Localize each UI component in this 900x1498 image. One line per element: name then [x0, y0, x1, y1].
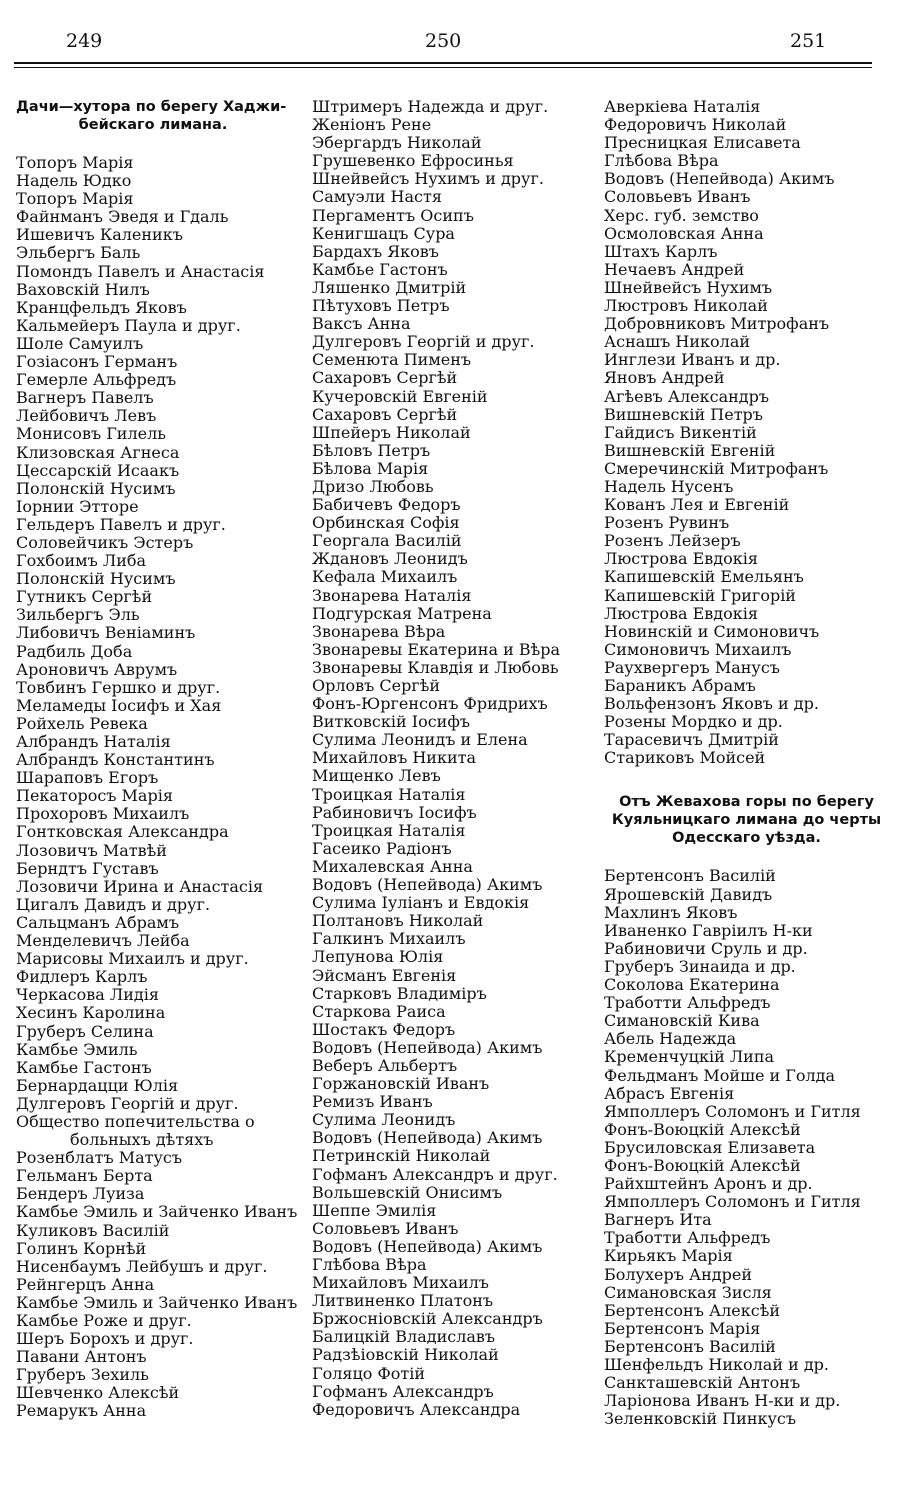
list-item: Іорнии Этторе	[16, 496, 139, 516]
list-item: Нисенбаумъ Лейбушъ и друг.	[16, 1256, 268, 1276]
list-item: Соколова Екатерина	[604, 975, 780, 995]
list-item: Люстровъ Николай	[604, 296, 768, 316]
list-item: Звонаревы Клавдія и Любовь	[312, 657, 559, 677]
list-item: Товбинъ Гершко и друг.	[16, 677, 221, 697]
list-item: Камбье Эмиль и Зайченко Иванъ	[16, 1202, 298, 1222]
list-item: Камбье Роже и друг.	[16, 1311, 192, 1330]
list-item: Рейнгерцъ Анна	[16, 1274, 155, 1294]
list-item: Ароновичъ Аврумъ	[16, 659, 178, 679]
list-item: Водовъ (Непейвода) Акимъ	[604, 169, 835, 189]
list-item: Симановскій Кива	[604, 1011, 760, 1031]
list-item: Полтановъ Николай	[312, 911, 484, 931]
list-item: Бертенсонъ Василій	[604, 1336, 776, 1356]
list-item: Семенюта Пименъ	[312, 350, 472, 370]
list-item: Ямполлеръ Соломонъ и Гитля	[604, 1101, 861, 1121]
list-item: Бертенсонъ Алексѣй	[604, 1300, 780, 1320]
list-item: Водовъ (Непейвода) Акимъ	[312, 1037, 543, 1057]
list-item: Самуэли Настя	[312, 187, 442, 207]
list-item: Ларіонова Иванъ Н-ки и др.	[604, 1391, 841, 1411]
list-item: Хесинъ Каролина	[16, 1003, 166, 1023]
list-item: Абель Надежда	[604, 1029, 737, 1049]
list-item: Глѣбова Вѣра	[312, 1255, 427, 1274]
list-item: Грушевенко Ефросинья	[312, 151, 514, 171]
list-item: Помондъ Павелъ и Анастасія	[16, 261, 265, 281]
list-item: Михалевская Анна	[312, 856, 473, 876]
heading-line: Отъ Жевахова горы по берегу	[619, 794, 874, 811]
list-item: Звонарева Вѣра	[312, 621, 446, 641]
list-item: Шеръ Борохъ и друг.	[16, 1329, 194, 1349]
list-item: Голяцо Фотій	[312, 1363, 426, 1383]
list-item: Гофманъ Александръ	[312, 1381, 494, 1401]
list-item: Пергаментъ Осипъ	[312, 205, 474, 225]
list-item: Бендеръ Луиза	[16, 1184, 145, 1204]
list-item: Павани Антонъ	[16, 1347, 147, 1367]
list-item: Соловьевъ Иванъ	[604, 187, 751, 207]
list-item: Водовъ (Непейвода) Акимъ	[312, 875, 543, 895]
header-rule-thin	[14, 67, 872, 68]
list-item: Смеречинскій Митрофанъ	[604, 458, 829, 478]
list-item: Камбье Гастонъ	[312, 259, 448, 279]
list-item: Вольшевскій Онисимъ	[312, 1182, 503, 1202]
list-item: Аверкіева Наталія	[604, 97, 761, 116]
list-item: Михайловъ Никита	[312, 748, 477, 768]
list-item: Груберъ Селина	[16, 1021, 154, 1041]
list-item: Цессарскій Исаакъ	[16, 460, 180, 480]
list-item: Полонскій Нусимъ	[16, 569, 176, 589]
list-item: Вагнеръ Павелъ	[16, 388, 154, 408]
list-item: Либовичъ Веніаминъ	[16, 623, 196, 643]
header-rule-thick	[14, 62, 872, 64]
list-item: Албрандъ Наталія	[16, 732, 171, 751]
list-item: Цигалъ Давидъ и друг.	[16, 894, 211, 914]
list-item: Бабичевъ Федоръ	[312, 495, 461, 515]
list-item: Аснашъ Николай	[604, 332, 751, 352]
list-item: Розенъ Рувинъ	[604, 513, 730, 533]
list-item: Куликовъ Василій	[16, 1220, 170, 1240]
list-item: Бараникъ Абрамъ	[604, 676, 756, 695]
list-item: Камбье Гастонъ	[16, 1057, 152, 1077]
list-item: Радбиль Доба	[16, 641, 133, 661]
list-item: Сахаровъ Сергѣй	[312, 404, 458, 424]
heading-line: бейскаго лимана.	[78, 117, 228, 133]
list-item: Соловейчикъ Эстеръ	[16, 532, 194, 552]
list-item: Эбергардъ Николай	[312, 133, 482, 153]
list-item: Дулгеровъ Георгій и друг.	[312, 332, 535, 352]
list-item: Голинъ Корнѣй	[16, 1238, 147, 1258]
list-item: Лейбовичъ Левъ	[16, 406, 157, 426]
list-item: Добровниковъ Митрофанъ	[604, 314, 830, 334]
entry-list	[16, 153, 298, 1421]
list-item: Яновъ Андрей	[604, 368, 725, 388]
list-item: Шпейеръ Николай	[312, 422, 471, 442]
spacer	[604, 767, 889, 793]
list-item: Сальцманъ Абрамъ	[16, 912, 180, 932]
list-item: Капишевскій Емельянъ	[604, 567, 804, 587]
list-item: Сулима Іуліанъ и Евдокія	[312, 893, 530, 913]
list-item: Фонъ-Юргенсонъ Фридрихъ	[312, 694, 548, 714]
list-item: Лозовичъ Матвѣй	[16, 840, 167, 860]
list-item: Штахъ Карлъ	[604, 241, 718, 261]
list-item: Тарасевичъ Дмитрій	[604, 730, 779, 750]
list-item: Мищенко Левъ	[312, 766, 441, 786]
entry-list	[604, 98, 889, 767]
list-item: Камбье Эмиль и Зайченко Иванъ	[16, 1292, 298, 1312]
list-item: Шостакъ Федоръ	[312, 1019, 456, 1039]
list-item: Надель Юдко	[16, 171, 132, 191]
list-item: Гохбоимъ Либа	[16, 551, 147, 571]
list-item: Ишевичъ Каленикъ	[16, 225, 183, 245]
list-item: Зильбергъ Эль	[16, 605, 140, 625]
section-heading-kuyalnik	[604, 793, 889, 847]
list-item: Лозовичи Ирина и Анастасія	[16, 876, 264, 896]
list-item: Осмоловская Анна	[604, 223, 764, 243]
list-item: Лепунова Юлія	[312, 947, 444, 967]
list-item: Ямполлеръ Соломонъ и Гитля	[604, 1192, 861, 1212]
list-item: Орбинская Софія	[312, 513, 460, 533]
list-item: Радзѣіовскій Николай	[312, 1345, 499, 1365]
list-item: Пѣтуховъ Петръ	[312, 296, 450, 316]
list-item: Федоровичъ Александра	[312, 1399, 521, 1419]
list-item: Гозіасонъ Германъ	[16, 352, 178, 372]
list-item: Ремизъ Иванъ	[312, 1092, 433, 1112]
list-item: Гайдисъ Викентій	[604, 422, 757, 442]
list-item: Люстрова Евдокія	[604, 603, 758, 623]
list-item: Тработти Альфредъ	[604, 1228, 771, 1248]
list-item: Общество попечительства о больныхъ дѣтяхъ	[16, 1111, 255, 1150]
heading-line: Куяльницкаго лимана до черты	[611, 812, 882, 829]
list-item: Полонскій Нусимъ	[16, 478, 176, 498]
list-item: Файнманъ Эведя и Гдаль	[16, 207, 229, 227]
list-item: Агѣевъ Александръ	[604, 386, 770, 406]
list-item: Люстрова Евдокія	[604, 549, 758, 569]
list-item: Георгала Василій	[312, 531, 462, 551]
list-item: Звонаревы Екатерина и Вѣра	[312, 639, 561, 659]
list-item: Троицкая Наталія	[312, 820, 466, 840]
list-item: Кучеровскій Евгеній	[312, 386, 488, 406]
list-item: Петринскій Николай	[312, 1146, 491, 1166]
list-item: Старкова Раиса	[312, 1001, 446, 1021]
list-item: Гофманъ Александръ и друг.	[312, 1164, 558, 1184]
list-item: Камбье Эмиль	[16, 1039, 138, 1059]
list-item: Менделевичъ Лейба	[16, 931, 190, 951]
heading-line: Дачи—хутора по берегу Хаджи-	[16, 99, 287, 115]
list-item: Нечаевъ Андрей	[604, 259, 745, 279]
spacer	[16, 134, 290, 154]
list-item: Кранцфельдъ Яковъ	[16, 297, 187, 317]
column-1	[16, 98, 298, 1421]
list-item: Клизовская Агнеса	[16, 442, 180, 462]
list-item: Звонарева Наталія	[312, 585, 472, 605]
list-item: Эльбергъ Баль	[16, 243, 141, 263]
list-item: Ремарукъ Анна	[16, 1401, 147, 1421]
list-item: Горжановскій Иванъ	[312, 1074, 490, 1094]
list-item: Албрандъ Константинъ	[16, 750, 215, 770]
list-item: Груберъ Зинаида и др.	[604, 956, 796, 976]
list-item: Розенблатъ Матусъ	[16, 1148, 183, 1168]
list-item: Гельманъ Берта	[16, 1166, 153, 1186]
list-item: Гемерле Альфредъ	[16, 370, 177, 390]
column-2	[312, 98, 587, 1419]
list-item: Монисовъ Гилель	[16, 424, 166, 444]
list-item: Бернардацци Юлія	[16, 1075, 179, 1095]
list-item: Херс. губ. земство	[604, 205, 759, 225]
list-item: Кованъ Лея и Евгеній	[604, 495, 790, 515]
list-item: Махлинъ Яковъ	[604, 902, 738, 922]
list-item: Водовъ (Непейвода) Акимъ	[312, 1236, 543, 1256]
list-item: Меламеды Іосифъ и Хая	[16, 695, 222, 715]
heading-line: Одесскаго уѣзда.	[672, 830, 821, 847]
list-item: Пекаторосъ Марія	[16, 786, 173, 806]
list-item: Гутникъ Сергѣй	[16, 587, 153, 607]
list-item: Витковскій Іосифъ	[312, 712, 471, 732]
list-item: Сулима Леонидъ и Елена	[312, 730, 528, 750]
list-item: Стариковъ Мойсей	[604, 748, 766, 768]
list-item: Ляшенко Дмитрій	[312, 277, 467, 297]
list-item: Соловьевъ Иванъ	[312, 1218, 459, 1238]
list-item: Шоле Самуилъ	[16, 333, 144, 353]
list-item: Бржосніовскій Александръ	[312, 1309, 543, 1329]
list-item: Веберъ Альбертъ	[312, 1055, 458, 1075]
list-item: Троицкая Наталія	[312, 784, 466, 804]
list-item: Балицкій Владиславъ	[312, 1327, 496, 1347]
section-heading-hadzhibey	[16, 98, 290, 134]
list-item: Женіонъ Рене	[312, 115, 432, 135]
page-number-center: 250	[425, 30, 462, 52]
list-item: Брусиловская Елизавета	[604, 1137, 816, 1157]
list-item: Гонтковская Александра	[16, 822, 229, 842]
list-item: Федоровичъ Николай	[604, 115, 787, 135]
list-item: Надель Нусенъ	[604, 476, 734, 496]
list-item: Гасеико Радіонъ	[312, 838, 452, 858]
list-item: Болухеръ Андрей	[604, 1264, 752, 1284]
list-item: Сулима Леонидъ	[312, 1110, 456, 1130]
list-item: Бѣлова Марія	[312, 458, 429, 478]
list-item: Галкинъ Михаилъ	[312, 929, 466, 949]
list-item: Розенъ Лейзеръ	[604, 531, 741, 551]
list-item: Ваксъ Анна	[312, 314, 411, 334]
list-item: Шнейвейсъ Нухимъ	[604, 277, 773, 297]
entry-list	[312, 98, 587, 1419]
list-item: Вишневскій Петръ	[604, 404, 763, 424]
list-item: Раухвергеръ Манусъ	[604, 657, 780, 677]
list-item: Глѣбова Вѣра	[604, 151, 719, 171]
list-item: Инглези Иванъ и др.	[604, 350, 781, 370]
page-number-left: 249	[66, 30, 103, 52]
list-item: Фидлеръ Карлъ	[16, 967, 148, 987]
list-item: Бертенсонъ Марія	[604, 1318, 761, 1338]
list-item: Топоръ Марія	[16, 189, 134, 209]
list-item: Шнейвейсъ Нухимъ и друг.	[312, 169, 544, 189]
list-item: Кирьякъ Марія	[604, 1246, 733, 1266]
list-item: Вагнеръ Ита	[604, 1210, 712, 1230]
list-item: Райхштейнъ Аронъ и др.	[604, 1174, 813, 1194]
list-item: Шараповъ Егоръ	[16, 768, 159, 788]
list-item: Капишевскій Григорій	[604, 585, 796, 605]
list-item: Шевченко Алексѣй	[16, 1383, 180, 1403]
list-item: Бертенсонъ Василій	[604, 866, 776, 886]
list-item: Зеленковскій Пинкусъ	[604, 1409, 797, 1429]
list-item: Груберъ Зехиль	[16, 1365, 149, 1385]
list-item: Прохоровъ Михаилъ	[16, 804, 190, 824]
list-item: Рабиновичъ Іосифъ	[312, 802, 477, 822]
column-3	[604, 98, 889, 1428]
list-item: Кременчуцкій Липа	[604, 1047, 775, 1067]
list-item: Бѣловъ Петръ	[312, 440, 431, 460]
list-item: Ройхель Ревека	[16, 713, 148, 733]
list-item: Марисовы Михаилъ и друг.	[16, 949, 249, 969]
list-item: Фельдманъ Мойше и Голда	[604, 1065, 836, 1085]
list-item: Берндтъ Густавъ	[16, 858, 159, 878]
list-item: Штримеръ Надежда и друг.	[312, 97, 549, 116]
list-item: Литвиненко Платонъ	[312, 1291, 494, 1311]
list-item: Орловъ Сергѣй	[312, 676, 441, 695]
list-item: Ваховскій Нилъ	[16, 279, 150, 299]
list-item: Черкасова Лидія	[16, 985, 159, 1005]
list-item: Иваненко Гавріилъ Н-ки	[604, 920, 813, 940]
list-item: Санкташевскій Антонъ	[604, 1373, 801, 1393]
list-item: Розены Мордко и др.	[604, 712, 783, 732]
entry-list	[604, 867, 889, 1428]
list-item: Михайловъ Михаилъ	[312, 1273, 489, 1293]
list-item: Бардахъ Яковъ	[312, 241, 439, 261]
list-item: Вольфензонъ Яковъ и др.	[604, 694, 819, 714]
list-item: Кальмейеръ Паула и друг.	[16, 315, 241, 335]
list-item: Рабиновичи Сруль и др.	[604, 938, 808, 958]
list-item: Старковъ Владиміръ	[312, 983, 487, 1003]
page-number-right: 251	[790, 30, 827, 52]
list-item: Дризо Любовь	[312, 476, 434, 496]
list-item: Фонъ-Воюцкій Алексѣй	[604, 1155, 801, 1175]
page-numbers	[0, 30, 900, 60]
list-item: Фонъ-Воюцкій Алексѣй	[604, 1119, 801, 1139]
list-item: Эйсманъ Евгенія	[312, 965, 457, 985]
spacer	[604, 847, 889, 867]
list-item: Шеппе Эмилія	[312, 1200, 437, 1220]
list-item: Гельдеръ Павелъ и друг.	[16, 514, 226, 534]
list-item: Дулгеровъ Георгій и друг.	[16, 1093, 239, 1113]
list-item: Подгурская Матрена	[312, 603, 492, 623]
list-item: Сахаровъ Сергѣй	[312, 368, 458, 388]
list-item: Ждановъ Леонидъ	[312, 549, 468, 569]
list-item: Топоръ Марія	[16, 153, 134, 172]
list-item: Пресницкая Елисавета	[604, 133, 801, 153]
list-item: Новинскій и Симоновичъ	[604, 621, 820, 641]
list-item: Симоновичъ Михаилъ	[604, 639, 792, 659]
list-item: Кенигшацъ Сура	[312, 223, 455, 243]
list-item: Водовъ (Непейвода) Акимъ	[312, 1128, 543, 1148]
list-item: Ярошевскій Давидъ	[604, 884, 773, 904]
list-item: Шенфельдъ Николай и др.	[604, 1355, 830, 1374]
list-item: Кефала Михаилъ	[312, 567, 458, 587]
list-item: Абрасъ Евгенія	[604, 1083, 735, 1103]
list-item: Вишневскій Евгеній	[604, 440, 776, 460]
list-item: Симановская Зисля	[604, 1282, 772, 1302]
list-item: Тработти Альфредъ	[604, 993, 771, 1013]
